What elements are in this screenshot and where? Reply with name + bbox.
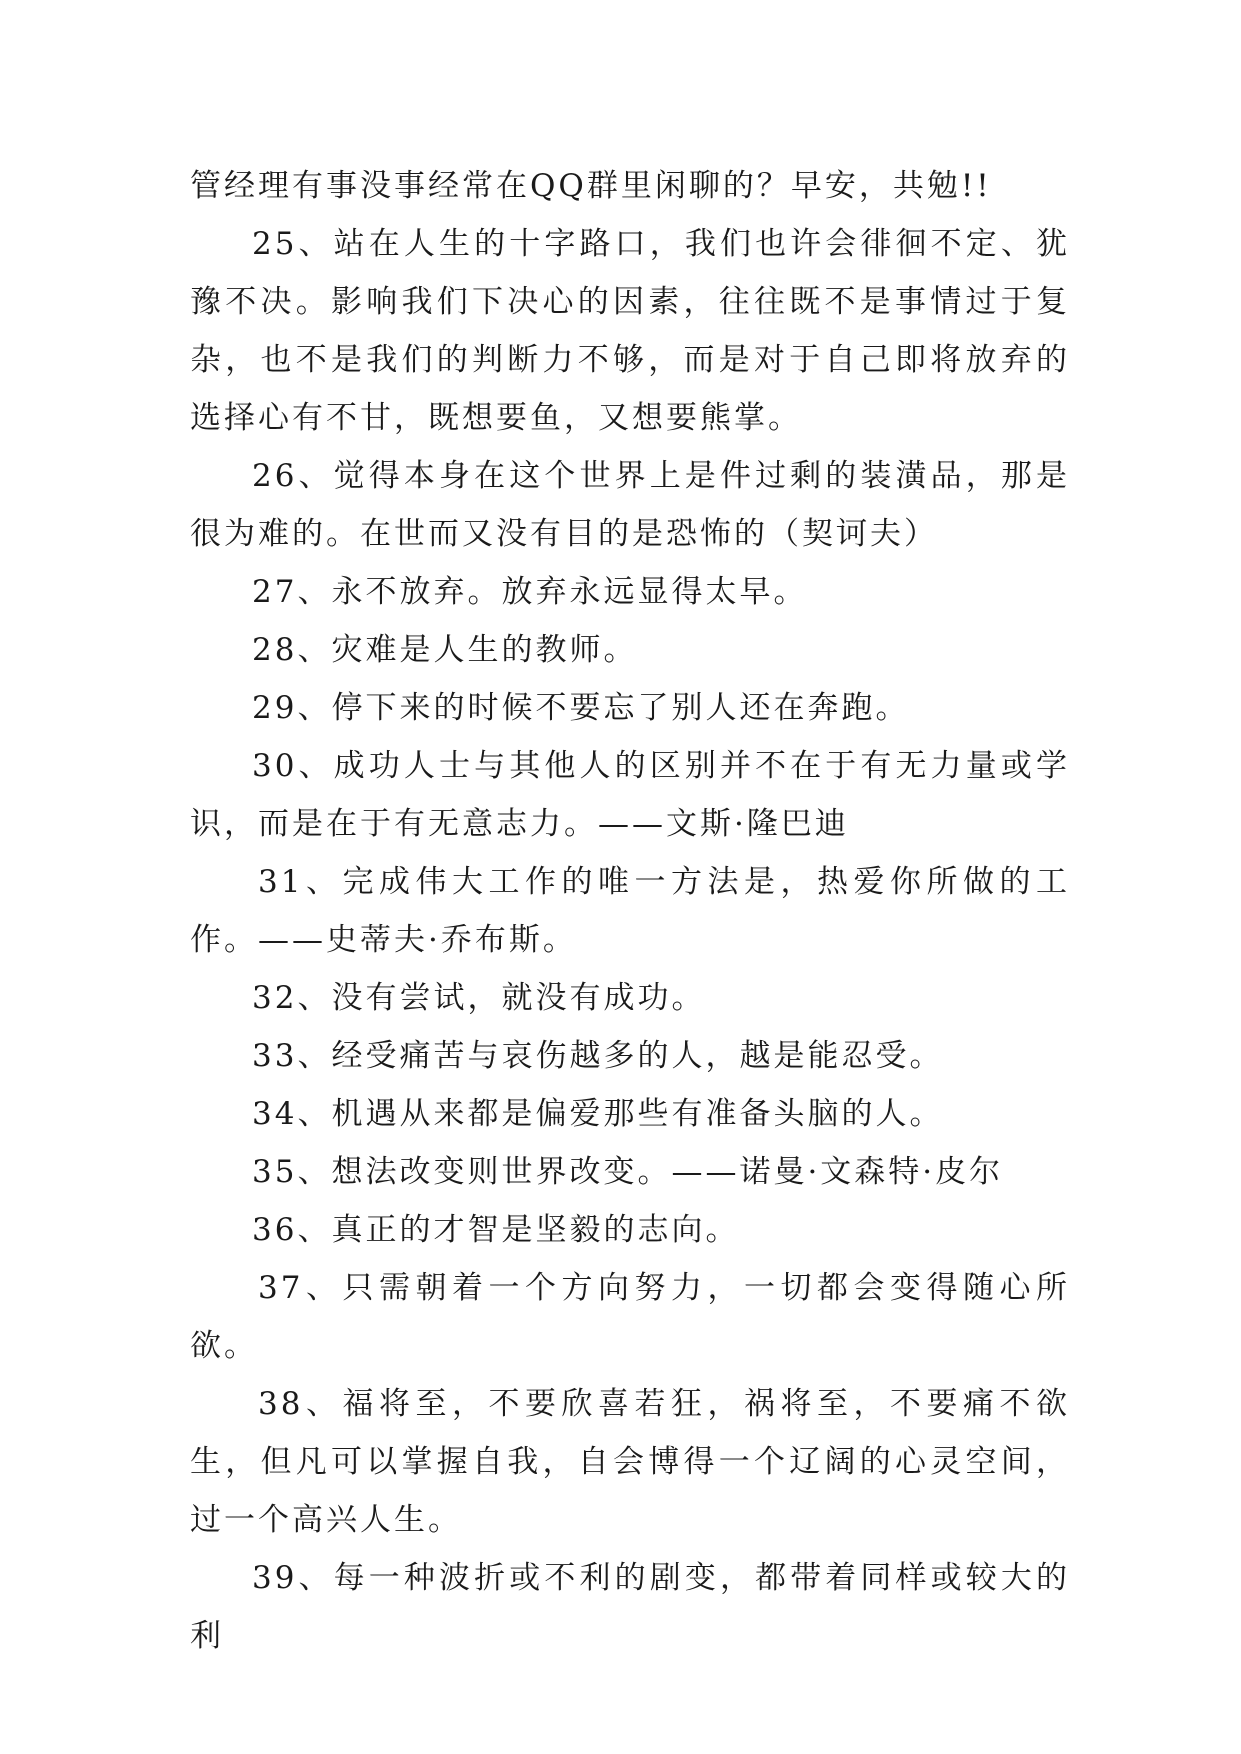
- quote-30: 30、成功人士与其他人的区别并不在于有无力量或学识，而是在于有无意志力。——文斯·隆巴迪: [190, 748, 1070, 842]
- quote-35: 35、想法改变则世界改变。——诺曼·文森特·皮尔: [252, 1154, 1004, 1190]
- quote-26: 26、觉得本身在这个世界上是件过剩的装潢品，那是很为难的。在世而又没有目的是恐怖的（契诃夫）: [190, 458, 1070, 552]
- document-body: [190, 157, 1070, 1665]
- quote-33: 33、经受痛苦与哀伤越多的人，越是能忍受。: [252, 1038, 944, 1074]
- quote-25: 25、站在人生的十字路口，我们也许会徘徊不定、犹豫不决。影响我们下决心的因素，往往既不是事情过于复杂，也不是我们的判断力不够，而是对于自己即将放弃的选择心有不甘，既想要鱼，又想要熊掌。: [190, 226, 1070, 436]
- quote-28: 28、灾难是人生的教师。: [252, 632, 638, 668]
- quote-31: 31、完成伟大工作的唯一方法是，热爱你所做的工作。——史蒂夫·乔布斯。: [190, 864, 1070, 958]
- quote-32: 32、没有尝试，就没有成功。: [252, 980, 706, 1016]
- quote-37: 37、只需朝着一个方向努力，一切都会变得随心所欲。: [190, 1270, 1070, 1364]
- quote-29: 29、停下来的时候不要忘了别人还在奔跑。: [252, 690, 910, 726]
- quote-38: 38、福将至，不要欣喜若狂，祸将至，不要痛不欲生，但凡可以掌握自我，自会博得一个辽阔的心灵空间，过一个高兴人生。: [190, 1386, 1070, 1538]
- quote-27: 27、永不放弃。放弃永远显得太早。: [252, 574, 808, 610]
- quote-36: 36、真正的才智是坚毅的志向。: [252, 1212, 740, 1248]
- quote-39: 39、每一种波折或不利的剧变，都带着同样或较大的利: [190, 1560, 1070, 1654]
- quote-34: 34、机遇从来都是偏爱那些有准备头脑的人。: [252, 1096, 944, 1132]
- paragraph-continuation: 管经理有事没事经常在QQ群里闲聊的？早安，共勉!!: [190, 168, 992, 204]
